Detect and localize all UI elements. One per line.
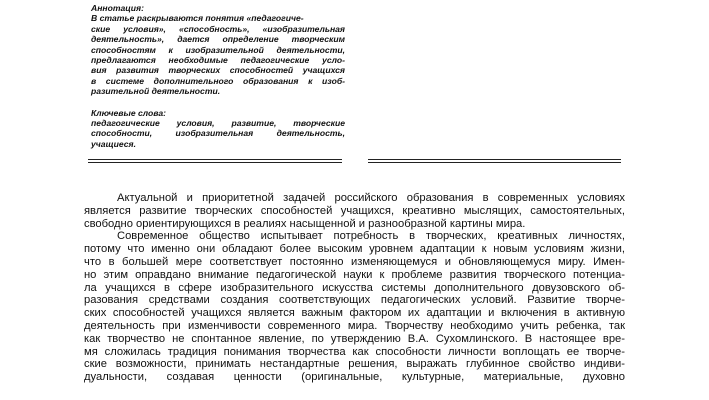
body-text: [84, 192, 625, 384]
abstract-line: ские условия», «способность», «изобразительная: [91, 23, 345, 34]
body-line: деятельность при изменчивости современного мира. Творчеству необходимо учить ребенка, так: [84, 319, 625, 332]
abstract-line: предлагаются необходимые педагогические усло-: [91, 55, 345, 66]
body-line: ских способностей учащихся является важным фактором их адаптации и включения в активную: [84, 307, 625, 320]
keywords-line: учащиеся.: [91, 138, 136, 149]
keywords-block: [91, 108, 345, 150]
abstract-line: В статье раскрываются понятия «педагогиче-: [91, 13, 304, 24]
abstract-block: [91, 3, 345, 149]
abstract-heading: Аннотация:: [91, 3, 144, 13]
abstract-line: способностям к изобразительной деятельности,: [91, 44, 345, 55]
body-line: но этим оправдано внимание педагогической науки к проблеме развития творческого потенциа-: [84, 268, 625, 281]
abstract-line: вия развития творческих способностей учащихся: [91, 65, 345, 76]
body-line: Современное общество испытывает потребность в творческих, креативных личностях,: [117, 230, 625, 243]
body-line: что в большей мере соответствует постоянно изменяющемуся и обновляющемуся миру. Имен-: [84, 255, 625, 268]
abstract-line: разительной деятельности.: [91, 86, 221, 97]
divider-right: [368, 159, 621, 163]
abstract-line: в системе дополнительного образования к изоб-: [91, 75, 345, 86]
body-line: мя сложилась традиция понимания творчества как способности личности воплощать ее творче-: [84, 345, 625, 358]
body-line: как творчество не спонтанное явление, по утверждению В.А. Сухомлинского. В настоящее вре-: [84, 332, 625, 345]
body-line: Актуальной и приоритетной задачей российского образования в современных условиях: [117, 192, 625, 204]
body-line: ские возможности, принимать нестандартные решения, выражать глубинное свойство индиви-: [84, 358, 625, 371]
body-line: свободно ориентирующихся в реалиях насыщенной и разнообразной картины мира.: [84, 217, 526, 230]
keywords-heading: Ключевые слова:: [91, 107, 166, 118]
body-line: потому что именно они обладают более высоким уровнем адаптации к новым условиям жизни,: [84, 243, 625, 256]
keywords-line: педагогические условия, развитие, творческие: [91, 118, 345, 129]
body-line: ла учащихся в сфере изобразительного искусства системы дополнительного довузовского об-: [84, 281, 625, 294]
body-line: является развитие творческих способностей учащихся, креативно мыслящих, самостоятельных,: [84, 204, 625, 217]
body-line: дуальности, создавая ценности (оригинальные, культурные, материальные, духовно: [84, 371, 625, 384]
abstract-line: деятельность», дается определение творческим: [91, 34, 345, 45]
keywords-line: способности, изобразительная деятельность,: [91, 128, 345, 139]
body-line: разования средствами создания соответствующих педагогических условий. Развитие творче-: [84, 294, 625, 307]
divider-left: [88, 159, 342, 163]
